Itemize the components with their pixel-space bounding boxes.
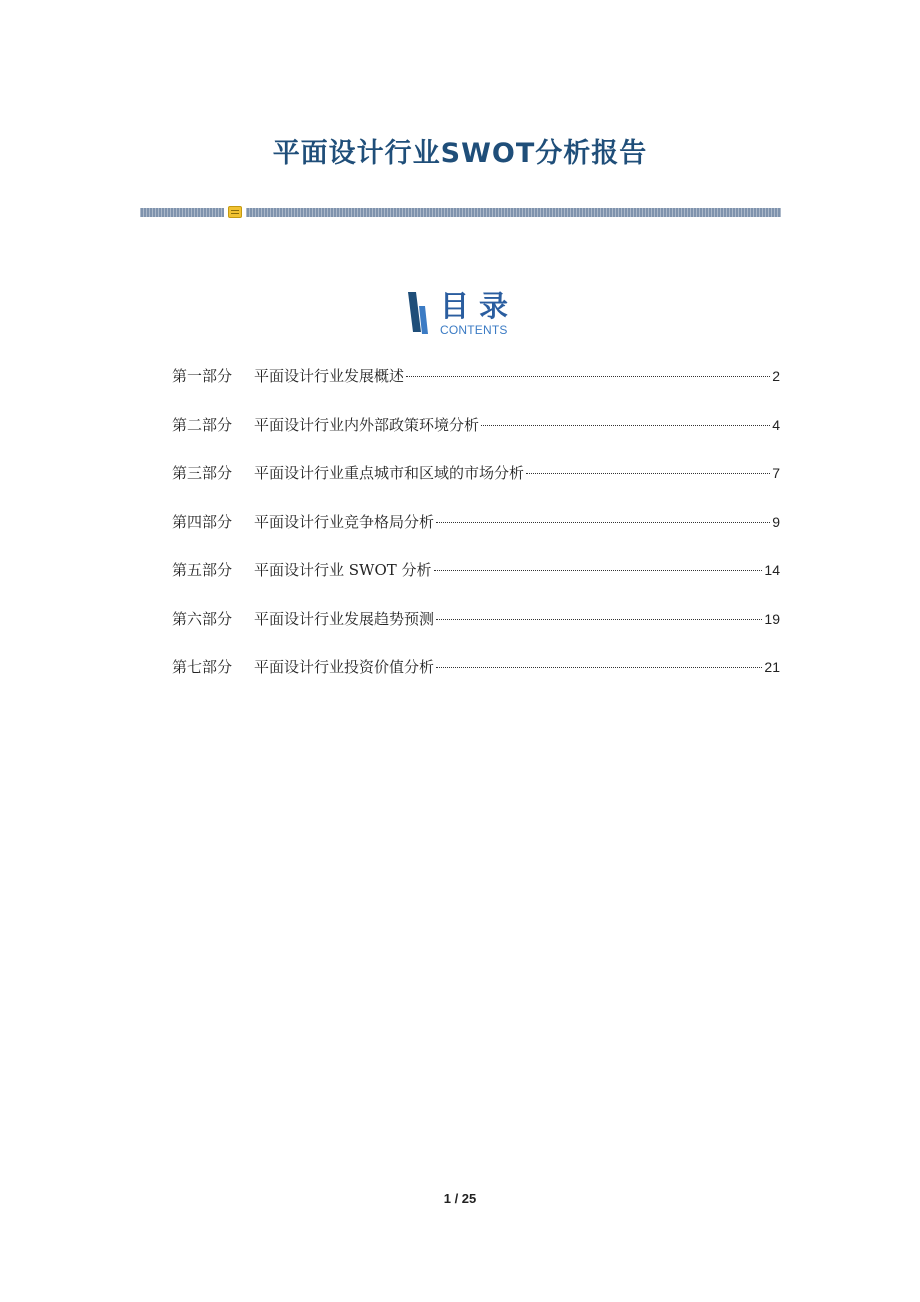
toc-entry-page: 9 xyxy=(772,513,780,530)
toc-mark-icon xyxy=(404,292,432,336)
toc-leader-dots xyxy=(436,522,770,523)
toc-entry-part: 第七部分 xyxy=(172,658,233,676)
toc-list xyxy=(172,366,780,706)
toc-entry[interactable] xyxy=(172,560,780,609)
toc-entry-page: 4 xyxy=(772,416,780,433)
toc-entry-title: 平面设计行业发展概述 xyxy=(254,367,405,385)
toc-entry-title: 平面设计行业内外部政策环境分析 xyxy=(254,415,480,434)
toc-entry-page: 2 xyxy=(772,368,780,384)
toc-header xyxy=(404,290,524,340)
toc-heading: 目录 xyxy=(440,289,519,323)
toc-leader-dots xyxy=(436,619,762,620)
toc-leader-dots xyxy=(436,667,762,668)
toc-entry-page: 14 xyxy=(764,562,780,578)
toc-entry-title: 平面设计行业竞争格局分析 xyxy=(254,512,435,531)
toc-entry-title: 平面设计行业 SWOT 分析 xyxy=(254,561,432,579)
toc-entry-part: 第三部分 xyxy=(172,464,233,482)
toc-entry-page: 19 xyxy=(764,610,780,627)
toc-subheading: CONTENTS xyxy=(440,323,508,337)
toc-entry-part: 第一部分 xyxy=(172,367,233,385)
page-number: 1 / 25 xyxy=(443,1191,477,1206)
toc-entry-part: 第二部分 xyxy=(172,415,233,434)
toc-leader-dots xyxy=(526,473,770,474)
toc-entry-part: 第六部分 xyxy=(172,609,233,628)
toc-entry[interactable] xyxy=(172,609,780,658)
toc-entry[interactable] xyxy=(172,415,780,464)
toc-entry-page: 21 xyxy=(764,659,780,675)
divider-badge-icon xyxy=(228,206,242,218)
toc-entry[interactable] xyxy=(172,657,780,706)
toc-entry-title: 平面设计行业重点城市和区域的市场分析 xyxy=(254,464,525,482)
toc-entry[interactable] xyxy=(172,512,780,561)
toc-leader-dots xyxy=(481,425,770,426)
title-divider-right xyxy=(246,208,781,217)
toc-entry-part: 第四部分 xyxy=(172,512,233,531)
toc-entry[interactable] xyxy=(172,366,780,415)
title-divider-left xyxy=(140,208,224,217)
toc-entry-page: 7 xyxy=(772,465,780,481)
toc-leader-dots xyxy=(434,570,763,571)
document-title: 平面设计行业SWOT分析报告 xyxy=(272,138,648,170)
toc-entry-title: 平面设计行业投资价值分析 xyxy=(254,658,435,676)
toc-entry-title: 平面设计行业发展趋势预测 xyxy=(254,609,435,628)
toc-entry-part: 第五部分 xyxy=(172,561,233,579)
toc-entry[interactable] xyxy=(172,463,780,512)
toc-leader-dots xyxy=(406,376,770,377)
